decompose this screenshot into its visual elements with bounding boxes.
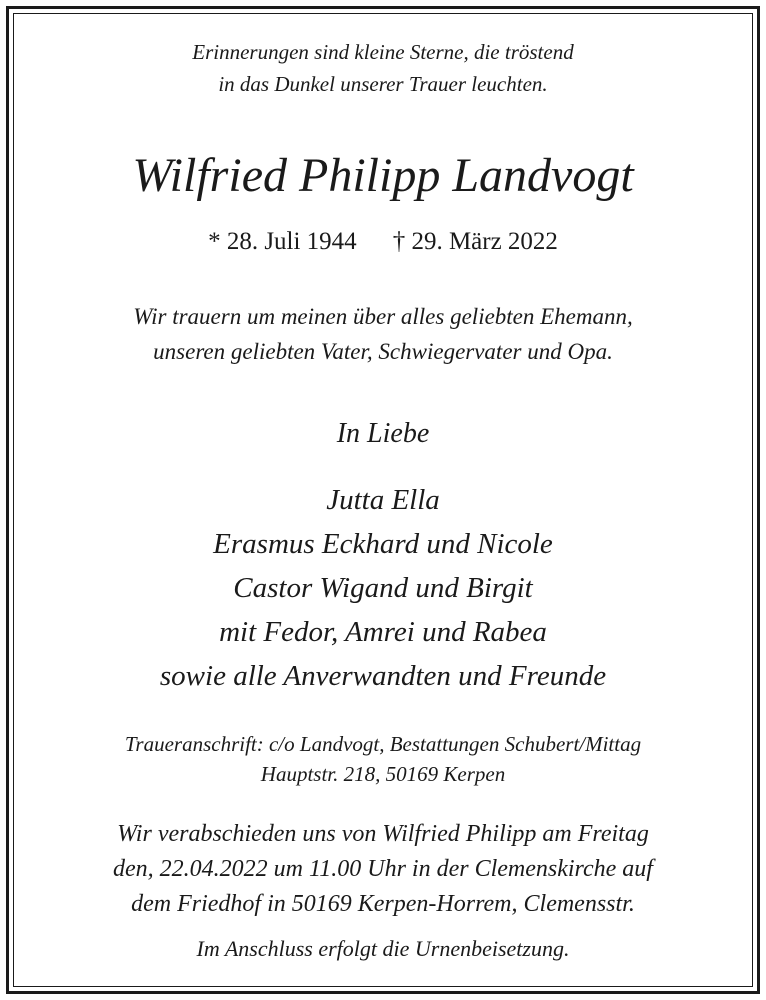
family-member: sowie alle Anverwandten und Freunde: [159, 660, 607, 692]
service-line: den, 22.04.2022 um 11.00 Uhr in der Clemenskirche auf: [113, 856, 653, 882]
funeral-service-info: [20, 817, 746, 922]
death-date: † 29. März 2022: [392, 228, 558, 255]
mourning-text: [20, 299, 746, 369]
motto-line: in das Dunkel unserer Trauer leuchten.: [218, 72, 548, 96]
closing-phrase: In Liebe: [336, 418, 430, 449]
family-member: Castor Wigand und Birgit: [233, 572, 533, 604]
family-member: mit Fedor, Amrei und Rabea: [219, 616, 547, 648]
birth-date: * 28. Juli 1944: [208, 228, 357, 255]
mourning-line: Wir trauern um meinen über alles geliebten Ehemann,: [133, 304, 633, 329]
life-dates: [20, 225, 746, 259]
service-line: Wir verabschieden uns von Wilfried Philipp am Freitag: [117, 821, 649, 847]
family-member: Erasmus Eckhard und Nicole: [213, 528, 553, 560]
family-list: [20, 478, 746, 698]
address-line: Hauptstr. 218, 50169 Kerpen: [260, 762, 506, 786]
urn-burial-note: Im Anschluss erfolgt die Urnenbeisetzung.: [196, 936, 570, 961]
family-member: Jutta Ella: [326, 484, 440, 516]
motto-line: Erinnerungen sind kleine Sterne, die tröstend: [192, 40, 574, 64]
address-line: Traueranschrift: c/o Landvogt, Bestattungen Schubert/Mittag: [124, 732, 642, 756]
deceased-name: Wilfried Philipp Landvogt: [132, 149, 634, 202]
condolence-address: [20, 729, 746, 789]
service-line: dem Friedhof in 50169 Kerpen-Horrem, Clemensstr.: [131, 891, 635, 917]
mourning-line: unseren geliebten Vater, Schwiegervater und Opa.: [153, 339, 613, 364]
motto-quote: [20, 36, 746, 100]
